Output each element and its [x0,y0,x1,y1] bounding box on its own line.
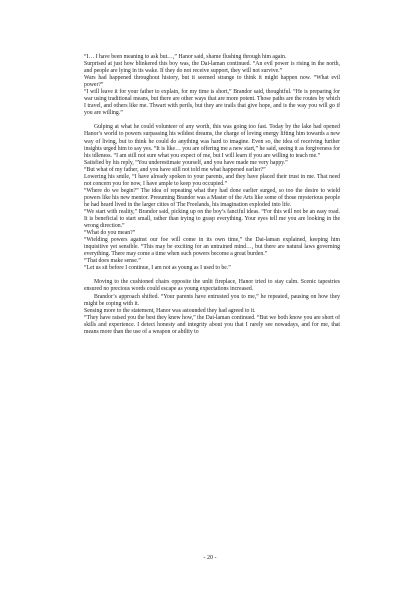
paragraph: Surprised at just how blinkered this boy was, the Dai-laman continued. “An evil power is rising in the north, and people are lying in its wake. If they do not receive support, they will not survive.” [84,61,340,75]
paragraph: “Let us sit before I continue, I am not as young as I used to be.” [84,265,231,272]
paragraph: Lowering his smile, “I have already spoken to your parents, and they have placed their trust in me. That need not concern you for now, I have ample to keep you occupied.” [84,173,340,187]
paragraph: Sensing more to the statement, Hanor was astounded they had agreed to it. [84,307,256,314]
paragraph: “Wielding powers against our foe will come in its own time,” the Dai-laman explained, keeping him inquisitive yet sensible. “This may be exciting for an untrained mind…, but there are natural laws governing everything. There may come a time when such powers become a great burden.” [84,237,340,258]
paragraph: “What do you mean?” [84,230,136,237]
paragraph: “I… I have been meaning to ask but…,” Hanor said, shame flushing through him again. [84,54,287,60]
paragraph: “But what of my father, and you have still not told me what happened earlier?” [84,166,266,173]
paragraph: Moving to the cushioned chairs opposite the unlit fireplace, Hanor tried to stay calm. Scenic tapestries ensured no precious words could escape as young expectations increased. [84,279,340,293]
body-text [84,54,340,336]
paragraph: Gulping at what he could volunteer of any worth, this was going too fast. Today by the lake had opened Hanor’s world to powers surpassing his wildest dreams, the charge of loving energy lifting him towards a new way of living, but to think he could do anything was hard to imagine. Even so, the idea of receiving further insights urged him to say yes. “It is like… you are offering me a new start,” he said, seeing it as forgiveness for his idleness. “I am still not sure what you expect of me, but I will learn if you are willing to teach me.” [84,124,340,159]
paragraph: “That does make sense.” [84,258,141,265]
paragraph: Wars had happened throughout history, but it seemed strange to think it might happen now. “What evil power?” [84,75,340,89]
paragraph: “We start with reality,” Brandor said, picking up on the boy’s fanciful ideas. “For this will not be an easy road. It is beneficial to start small, rather than trying to grasp everything. Your eyes tell me you are looking in the wrong direction.” [84,208,340,230]
paragraph: “They have raised you the best they knew how,” the Dai-laman continued. “But we both know you are short of skills and experience. I detect honesty and integrity about you that I rarely see nowadays, and for me, that means more than the use of a weapon or ability to [84,314,340,335]
paragraph: “I will leave it for your father to explain, for my time is short,” Brandor said, thoughtful. “He is preparing for war using traditional means, but there are other ways that are more potent. Those paths are the routes by which I travel, and others like me. Thwart with perils, but they are trails that give hope, and is the way you will go if you are willing.” [84,89,340,117]
paragraph: Brandor’s approach shifted. “Your parents have entrusted you to me,” he repeated, pausing on how they might be coping with it. [84,293,340,307]
paragraph: Satisfied by his reply, “You underestimate yourself, and you have made me very happy.” [84,159,288,166]
page-number: - 20 - [203,555,217,561]
paragraph: “Where do we begin?” The idea of repeating what they had done earlier surged, so too the desire to wield powers like his new mentor. Presuming Brandor was a Master of the Arts like some of those mysterious people he had heard lived in the larger cities of The Freelands, his imagination exploded into life. [84,187,340,208]
